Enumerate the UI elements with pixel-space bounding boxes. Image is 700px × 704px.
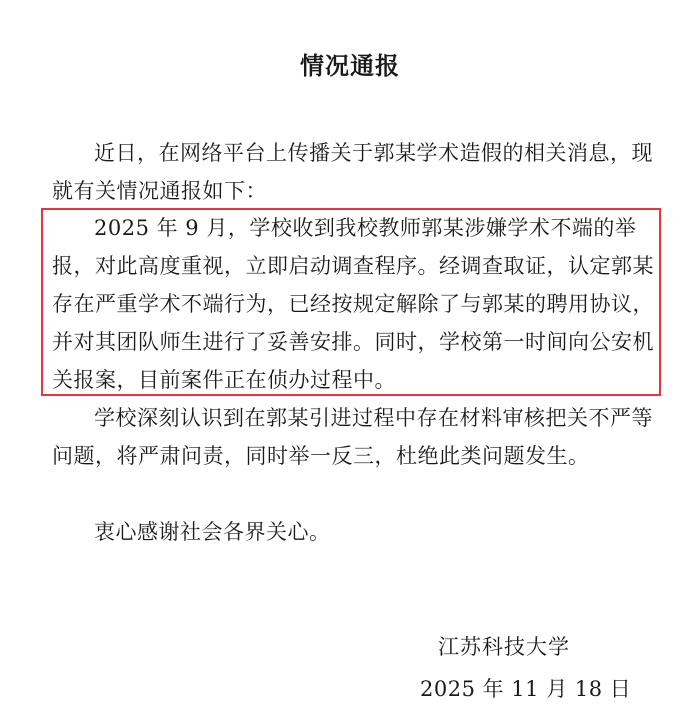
paragraph-accountability: 学校深刻认识到在郭某引进过程中存在材料审核把关不严等问题，将严肃问责，同时举一反三，杜绝此类问题发生。 <box>52 406 653 468</box>
paragraph-investigation: 2025 年 9 月，学校收到我校教师郭某涉嫌学术不端的举报，对此高度重视，立即启动调查程序。经调查取证，认定郭某存在严重学术不端行为，已经按规定解除了与郭某的聘用协议，并对其团队师生进行了妥善安排。同时，学校第一时间向公安机关报案，目前案件正在侦办过程中。 <box>52 216 654 392</box>
signature-date: 2025 年 11 月 18 日 <box>420 677 632 701</box>
paragraph-intro: 近日，在网络平台上传播关于郭某学术造假的相关消息，现就有关情况通报如下： <box>52 141 653 203</box>
notice-title: 情况通报 <box>300 52 400 80</box>
paragraph-thanks: 衷心感谢社会各界关心。 <box>94 520 331 544</box>
signature-organization: 江苏科技大学 <box>438 635 570 659</box>
